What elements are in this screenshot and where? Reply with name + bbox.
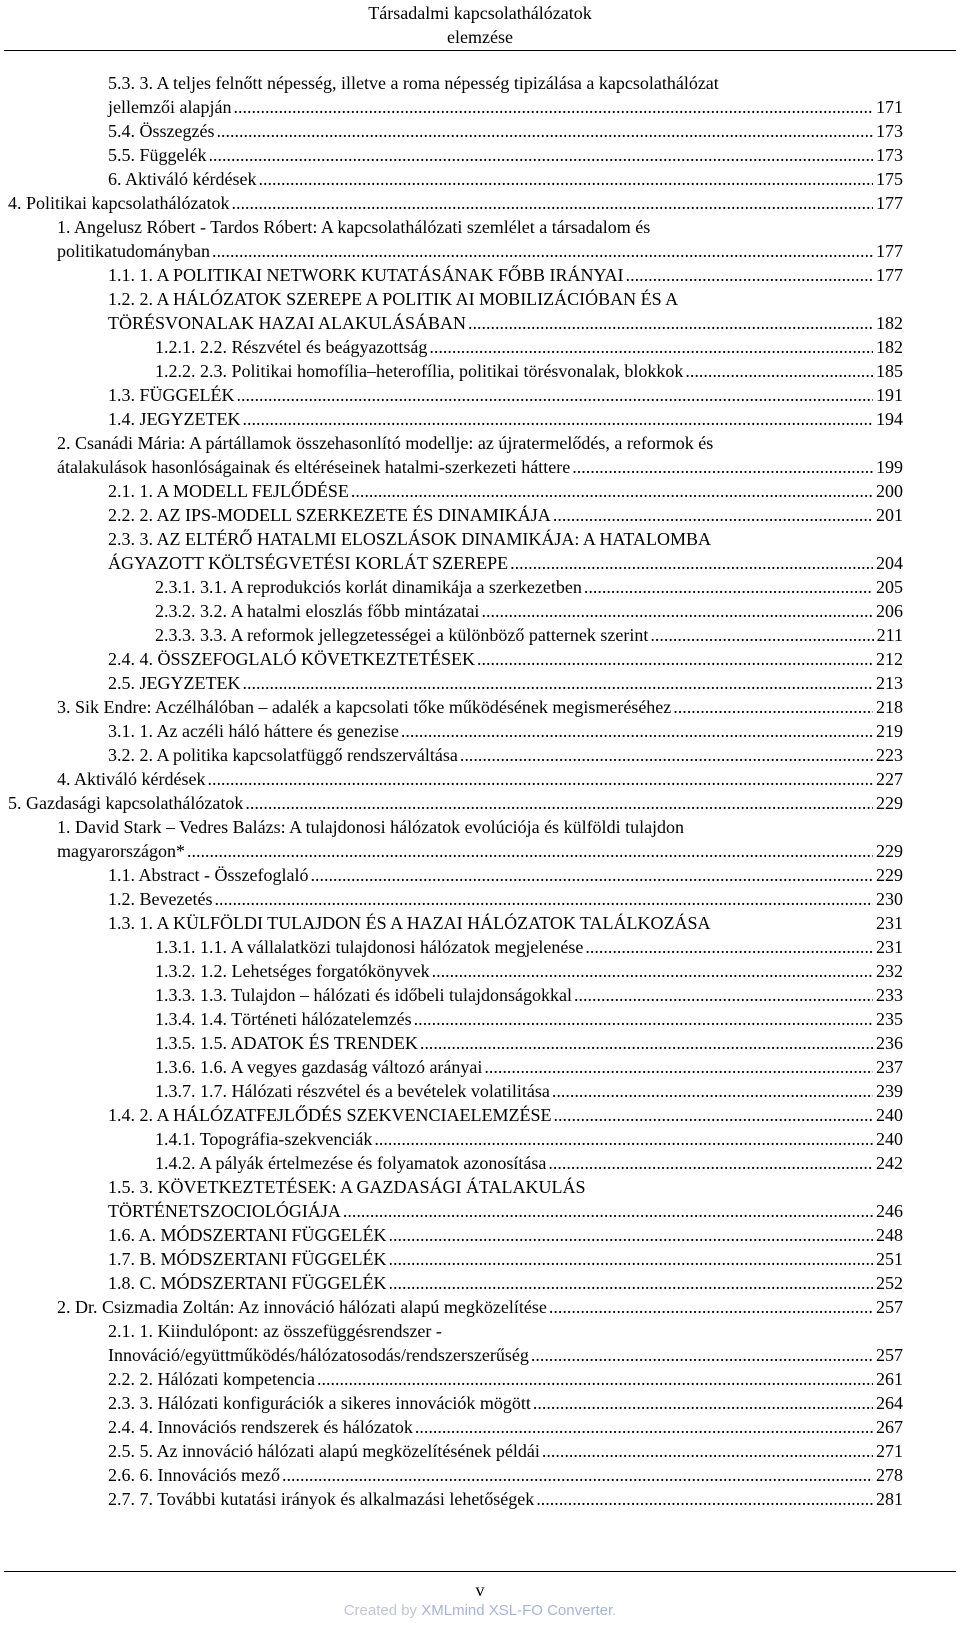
toc-dot-leader — [673, 695, 873, 719]
toc-page-number: 248 — [876, 1225, 903, 1245]
toc-page-number: 235 — [876, 1009, 903, 1029]
toc-entry-title: 1.4.1. Topográfia-szekvenciák — [155, 1129, 373, 1149]
toc-dot-leader — [542, 1439, 873, 1463]
toc-entry-title: 2.3.1. 3.1. A reprodukciós korlát dinamikája a szerkezetben — [155, 577, 582, 597]
toc-page-number: 219 — [876, 721, 903, 741]
toc-entry-title: jellemzői alapján — [108, 97, 232, 117]
toc-dot-leader — [233, 95, 873, 119]
toc-dot-leader — [429, 335, 873, 359]
toc-entry-title: 6. Aktiváló kérdések — [108, 169, 257, 189]
toc-page-number: 177 — [876, 265, 903, 285]
toc-dot-leader — [212, 239, 873, 263]
toc-entry-title: 5.5. Függelék — [108, 145, 207, 165]
toc-entry-title: 1.6. A. MÓDSZERTANI FÜGGELÉK — [108, 1225, 387, 1245]
toc-page-number: 257 — [876, 1345, 903, 1365]
toc-entry-title: 1.4. 2. A HÁLÓZATFEJLŐDÉS SZEKVENCIAELEMZÉSE — [108, 1105, 552, 1125]
toc-entry[interactable] — [0, 191, 960, 215]
toc-entry-title: 2.3.3. 3.3. A reformok jellegzetességei a különböző patternek szerint — [155, 625, 649, 645]
toc-entry[interactable] — [0, 1367, 960, 1391]
toc-entry-title: 2.5. JEGYZETEK — [108, 673, 241, 693]
toc-page-number: 218 — [876, 697, 903, 717]
toc-entry-title: 1.5. 3. KÖVETKEZTETÉSEK: A GAZDASÁGI ÁTALAKULÁS — [108, 1177, 586, 1197]
toc-page-number: 185 — [876, 361, 903, 381]
toc-page-number: 199 — [876, 457, 903, 477]
toc-entry[interactable] — [0, 935, 960, 959]
toc-entry[interactable] — [0, 215, 960, 263]
toc-entry-title: 5.3. 3. A teljes felnőtt népesség, illetve a roma népesség tipizálása a kapcsolathálózat — [108, 73, 719, 93]
toc-page-number: 173 — [876, 145, 903, 165]
toc-dot-leader — [374, 1127, 873, 1151]
toc-entry-title: 1.3. 1. A KÜLFÖLDI TULAJDON ÉS A HAZAI HÁLÓZATOK TALÁLKOZÁSA — [108, 913, 711, 933]
toc-entry-title: 1.3.1. 1.1. A vállalatközi tulajdonosi hálózatok megjelenése — [155, 937, 584, 957]
toc-entry[interactable] — [0, 1031, 960, 1055]
toc-entry-title: politikatudományban — [57, 241, 210, 261]
toc-entry-title: 1.3.4. 1.4. Történeti hálózatelemzés — [155, 1009, 412, 1029]
toc-dot-leader — [552, 1079, 873, 1103]
toc-entry-title: 3.2. 2. A politika kapcsolatfüggő rendszerváltása — [108, 745, 458, 765]
header-divider — [4, 50, 956, 51]
toc-page-number: 239 — [876, 1081, 903, 1101]
toc-page-number: 212 — [876, 649, 903, 669]
toc-entry[interactable] — [0, 1271, 960, 1295]
toc-entry-title: 3.1. 1. Az aczéli háló háttere és genezise — [108, 721, 399, 741]
toc-page-number: 231 — [876, 937, 903, 957]
toc-entry[interactable] — [0, 119, 960, 143]
toc-page-number: 261 — [876, 1369, 903, 1389]
toc-dot-leader — [548, 1151, 873, 1175]
toc-entry-title: 2.7. 7. További kutatási irányok és alkalmazási lehetőségek — [108, 1489, 535, 1509]
toc-entry-title: 1.8. C. MÓDSZERTANI FÜGGELÉK — [108, 1273, 387, 1293]
toc-page-number: 201 — [876, 505, 903, 525]
toc-page-number: 211 — [876, 625, 903, 645]
toc-dot-leader — [343, 1199, 873, 1223]
toc-entry[interactable] — [0, 1007, 960, 1031]
toc-page-number: 177 — [876, 241, 903, 261]
toc-page-number: 242 — [876, 1153, 903, 1173]
toc-entry-title: 1.4. JEGYZETEK — [108, 409, 241, 429]
toc-entry-title: 1.3.7. 1.7. Hálózati részvétel és a bevételek volatilitása — [155, 1081, 550, 1101]
toc-entry[interactable] — [0, 1487, 960, 1511]
toc-dot-leader — [187, 839, 873, 863]
toc-entry-title: 2.4. 4. ÖSSZEFOGLALÓ KÖVETKEZTETÉSEK — [108, 649, 475, 669]
toc-entry-title: 1.2. Bevezetés — [108, 889, 213, 909]
toc-entry[interactable] — [0, 1295, 960, 1319]
toc-entry[interactable] — [0, 383, 960, 407]
toc-entry[interactable] — [0, 1127, 960, 1151]
credit-suffix: . — [612, 1602, 617, 1619]
toc-dot-leader — [282, 1463, 873, 1487]
toc-dot-leader — [258, 167, 873, 191]
toc-entry[interactable] — [0, 695, 960, 719]
toc-dot-leader — [574, 983, 873, 1007]
toc-entry[interactable] — [0, 791, 960, 815]
toc-dot-leader — [209, 143, 874, 167]
toc-page-number: 182 — [876, 313, 903, 333]
toc-page-number: 191 — [876, 385, 903, 405]
toc-dot-leader — [536, 1487, 873, 1511]
toc-entry[interactable] — [0, 431, 960, 479]
toc-entry-title: 2.3. 3. Hálózati konfigurációk a sikeres innovációk mögött — [108, 1393, 531, 1413]
toc-entry-title: 2.2. 2. Hálózati kompetencia — [108, 1369, 315, 1389]
toc-dot-leader — [572, 455, 873, 479]
toc-entry[interactable] — [0, 503, 960, 527]
toc-dot-leader — [351, 479, 873, 503]
toc-entry[interactable] — [0, 887, 960, 911]
toc-entry-title: 2.4. 4. Innovációs rendszerek és hálózatok — [108, 1417, 413, 1437]
toc-entry[interactable] — [0, 1055, 960, 1079]
toc-entry-title: átalakulások hasonlóságainak és eltéréseinek hatalmi-szerkezeti háttere — [57, 457, 571, 477]
toc-page-number: 200 — [876, 481, 903, 501]
toc-dot-leader — [554, 1103, 874, 1127]
toc-entry-title: 2.2. 2. AZ IPS-MODELL SZERKEZETE ÉS DINAMIKÁJA — [108, 505, 551, 525]
toc-dot-leader — [231, 191, 873, 215]
toc-entry[interactable] — [0, 1103, 960, 1127]
toc-dot-leader — [414, 1007, 873, 1031]
toc-dot-leader — [468, 311, 873, 335]
toc-entry-title: 1.7. B. MÓDSZERTANI FÜGGELÉK — [108, 1249, 387, 1269]
toc-dot-leader — [484, 1055, 873, 1079]
toc-entry-title: 1.3. FÜGGELÉK — [108, 385, 235, 405]
toc-entry-title: 1.3.6. 1.6. A vegyes gazdaság változó arányai — [155, 1057, 483, 1077]
toc-dot-leader — [533, 1391, 873, 1415]
toc-entry-title: 5. Gazdasági kapcsolathálózatok — [8, 793, 244, 813]
toc-dot-leader — [432, 959, 873, 983]
toc-entry-title: 2.1. 1. Kiindulópont: az összefüggésrendszer - — [108, 1321, 442, 1341]
toc-page-number: 229 — [876, 793, 903, 813]
toc-dot-leader — [207, 767, 873, 791]
toc-entry[interactable] — [0, 671, 960, 695]
toc-page-number: 278 — [876, 1465, 903, 1485]
footer-divider — [4, 1571, 956, 1572]
toc-entry[interactable] — [0, 287, 960, 335]
toc-page-number: 281 — [876, 1489, 903, 1509]
toc-dot-leader — [477, 647, 873, 671]
toc-dot-leader — [216, 119, 873, 143]
toc-entry[interactable] — [0, 719, 960, 743]
credit-prefix: Created by — [343, 1602, 422, 1619]
toc-entry-title: 1. Angelusz Róbert - Tardos Róbert: A kapcsolathálózati szemlélet a társadalom és — [57, 217, 651, 237]
toc-entry[interactable] — [0, 263, 960, 287]
toc-entry-title: 1.3.3. 1.3. Tulajdon – hálózati és időbeli tulajdonságokkal — [155, 985, 572, 1005]
toc-page-number: 175 — [876, 169, 903, 189]
toc-dot-leader — [242, 671, 873, 695]
toc-page-number: 232 — [876, 961, 903, 981]
toc-entry[interactable] — [0, 1079, 960, 1103]
toc-dot-leader — [584, 575, 873, 599]
toc-dot-leader — [310, 863, 873, 887]
toc-page-number: 213 — [876, 673, 903, 693]
toc-entry[interactable] — [0, 479, 960, 503]
toc-page-number: 194 — [876, 409, 903, 429]
toc-entry[interactable] — [0, 623, 960, 647]
toc-dot-leader — [481, 599, 873, 623]
toc-entry[interactable] — [0, 1415, 960, 1439]
toc-dot-leader — [401, 719, 873, 743]
converter-credit — [0, 1601, 960, 1621]
toc-entry[interactable] — [0, 1439, 960, 1463]
toc-page-number: 182 — [876, 337, 903, 357]
toc-entry-title: 1.1. Abstract - Összefoglaló — [108, 865, 309, 885]
toc-entry[interactable] — [0, 599, 960, 623]
toc-entry[interactable] — [0, 767, 960, 791]
credit-brand-link[interactable]: XMLmind XSL-FO Converter — [421, 1602, 613, 1619]
toc-dot-leader — [420, 1031, 873, 1055]
toc-page-number: 252 — [876, 1273, 903, 1293]
toc-entry-title: 1.3.2. 1.2. Lehetséges forgatókönyvek — [155, 961, 430, 981]
toc-page-number: 230 — [876, 889, 903, 909]
toc-entry[interactable] — [0, 167, 960, 191]
toc-dot-leader — [549, 1295, 873, 1319]
toc-dot-leader — [214, 887, 873, 911]
toc-page-number: 236 — [876, 1033, 903, 1053]
toc-page-number: 204 — [876, 553, 903, 573]
toc-dot-leader — [626, 263, 873, 287]
toc-entry-title: 1.2.1. 2.2. Részvétel és beágyazottság — [155, 337, 428, 357]
toc-entry[interactable] — [0, 863, 960, 887]
toc-dot-leader — [242, 407, 873, 431]
toc-entry-title: TÖRTÉNETSZOCIOLÓGIÁJA — [108, 1201, 341, 1221]
toc-page-number: 251 — [876, 1249, 903, 1269]
toc-entry-title: ÁGYAZOTT KÖLTSÉGVETÉSI KORLÁT SZEREPE — [108, 553, 509, 573]
toc-page-number: 240 — [876, 1105, 903, 1125]
toc-dot-leader — [510, 551, 873, 575]
toc-entry-title: 4. Politikai kapcsolathálózatok — [8, 193, 230, 213]
toc-page-number: 271 — [876, 1441, 903, 1461]
toc-dot-leader — [388, 1247, 873, 1271]
toc-dot-leader — [553, 503, 873, 527]
toc-dot-leader — [685, 359, 873, 383]
toc-entry-title: 2.3. 3. AZ ELTÉRŐ HATALMI ELOSZLÁSOK DINAMIKÁJA: A HATALOMBA — [108, 529, 711, 549]
toc-dot-leader — [415, 1415, 873, 1439]
page-number: v — [475, 1580, 485, 1600]
toc-entry-title: 1.2.2. 2.3. Politikai homofília–heterofília, politikai törésvonalak, blokkok — [155, 361, 684, 381]
toc-entry[interactable] — [0, 911, 960, 935]
toc-entry[interactable] — [0, 1247, 960, 1271]
toc-entry-title: 2.1. 1. A MODELL FEJLŐDÉSE — [108, 481, 349, 501]
header-title-line-1: Társadalmi kapcsolathálózatok — [368, 3, 592, 23]
toc-entry[interactable] — [0, 1151, 960, 1175]
toc-page-number: 237 — [876, 1057, 903, 1077]
toc-entry[interactable] — [0, 959, 960, 983]
toc-entry-title: 1. David Stark – Vedres Balázs: A tulajdonosi hálózatok evolúciója és külföldi tulajdon — [57, 817, 685, 837]
toc-entry-title: magyarországon* — [57, 841, 185, 861]
table-of-contents — [0, 71, 960, 1511]
toc-entry-title: 4. Aktiváló kérdések — [57, 769, 206, 789]
toc-page-number: 227 — [876, 769, 903, 789]
header-title-line-2: elemzése — [447, 27, 513, 47]
running-header — [0, 0, 960, 49]
toc-dot-leader — [388, 1271, 873, 1295]
toc-entry-title: 2.3.2. 3.2. A hatalmi eloszlás főbb mintázatai — [155, 601, 480, 621]
toc-page-number: 233 — [876, 985, 903, 1005]
toc-entry[interactable] — [0, 1391, 960, 1415]
toc-page-number: 206 — [876, 601, 903, 621]
toc-entry[interactable] — [0, 743, 960, 767]
toc-dot-leader — [245, 791, 873, 815]
toc-dot-leader — [237, 383, 874, 407]
toc-dot-leader — [531, 1343, 873, 1367]
toc-page-number: 171 — [876, 97, 903, 117]
toc-entry-title: 5.4. Összegzés — [108, 121, 215, 141]
toc-page-number: 246 — [876, 1201, 903, 1221]
toc-dot-leader — [460, 743, 873, 767]
toc-entry-title: 2.5. 5. Az innováció hálózati alapú megközelítésének példái — [108, 1441, 540, 1461]
toc-entry-title: 2.6. 6. Innovációs mező — [108, 1465, 280, 1485]
toc-entry[interactable] — [0, 983, 960, 1007]
toc-entry[interactable] — [0, 1223, 960, 1247]
toc-dot-leader — [585, 935, 873, 959]
toc-entry[interactable] — [0, 407, 960, 431]
toc-page-number: 267 — [876, 1417, 903, 1437]
toc-entry[interactable] — [0, 527, 960, 575]
toc-entry-title: 2. Dr. Csizmadia Zoltán: Az innováció hálózati alapú megközelítése — [57, 1297, 547, 1317]
toc-entry-title: TÖRÉSVONALAK HAZAI ALAKULÁSÁBAN — [108, 313, 466, 333]
toc-dot-leader — [388, 1223, 873, 1247]
toc-page-number: 223 — [876, 745, 903, 765]
toc-entry[interactable] — [0, 815, 960, 863]
toc-entry-title: 1.4.2. A pályák értelmezése és folyamatok azonosítása — [155, 1153, 547, 1173]
toc-entry-title: Innováció/együttműködés/hálózatosodás/rendszerszerűség — [108, 1345, 529, 1365]
toc-page-number: 205 — [876, 577, 903, 597]
toc-page-number: 240 — [876, 1129, 903, 1149]
toc-page-number: 257 — [876, 1297, 903, 1317]
toc-entry[interactable] — [0, 1463, 960, 1487]
toc-page-number: 177 — [876, 193, 903, 213]
toc-entry-title: 1.3.5. 1.5. ADATOK ÉS TRENDEK — [155, 1033, 418, 1053]
toc-entry[interactable] — [0, 359, 960, 383]
toc-page-number: 229 — [876, 841, 903, 861]
toc-dot-leader — [317, 1367, 873, 1391]
toc-page-number: 173 — [876, 121, 903, 141]
toc-entry-title: 3. Sik Endre: Aczélhálóban – adalék a kapcsolati tőke működésének megismeréséhez — [57, 697, 672, 717]
toc-entry[interactable] — [0, 1319, 960, 1367]
toc-entry[interactable] — [0, 143, 960, 167]
toc-page-number: 231 — [876, 913, 903, 933]
toc-entry[interactable] — [0, 71, 960, 119]
toc-dot-leader — [650, 623, 873, 647]
toc-page-number: 264 — [876, 1393, 903, 1413]
toc-entry[interactable] — [0, 1175, 960, 1223]
toc-entry[interactable] — [0, 575, 960, 599]
toc-entry-title: 2. Csanádi Mária: A pártállamok összehasonlító modellje: az újratermelődés, a reformok és — [57, 433, 714, 453]
toc-entry-title: 1.1. 1. A POLITIKAI NETWORK KUTATÁSÁNAK FŐBB IRÁNYAI — [108, 265, 624, 285]
toc-entry[interactable] — [0, 647, 960, 671]
toc-entry-title: 1.2. 2. A HÁLÓZATOK SZEREPE A POLITIK AI MOBILIZÁCIÓBAN ÉS A — [108, 289, 679, 309]
toc-page-number: 229 — [876, 865, 903, 885]
toc-entry[interactable] — [0, 335, 960, 359]
